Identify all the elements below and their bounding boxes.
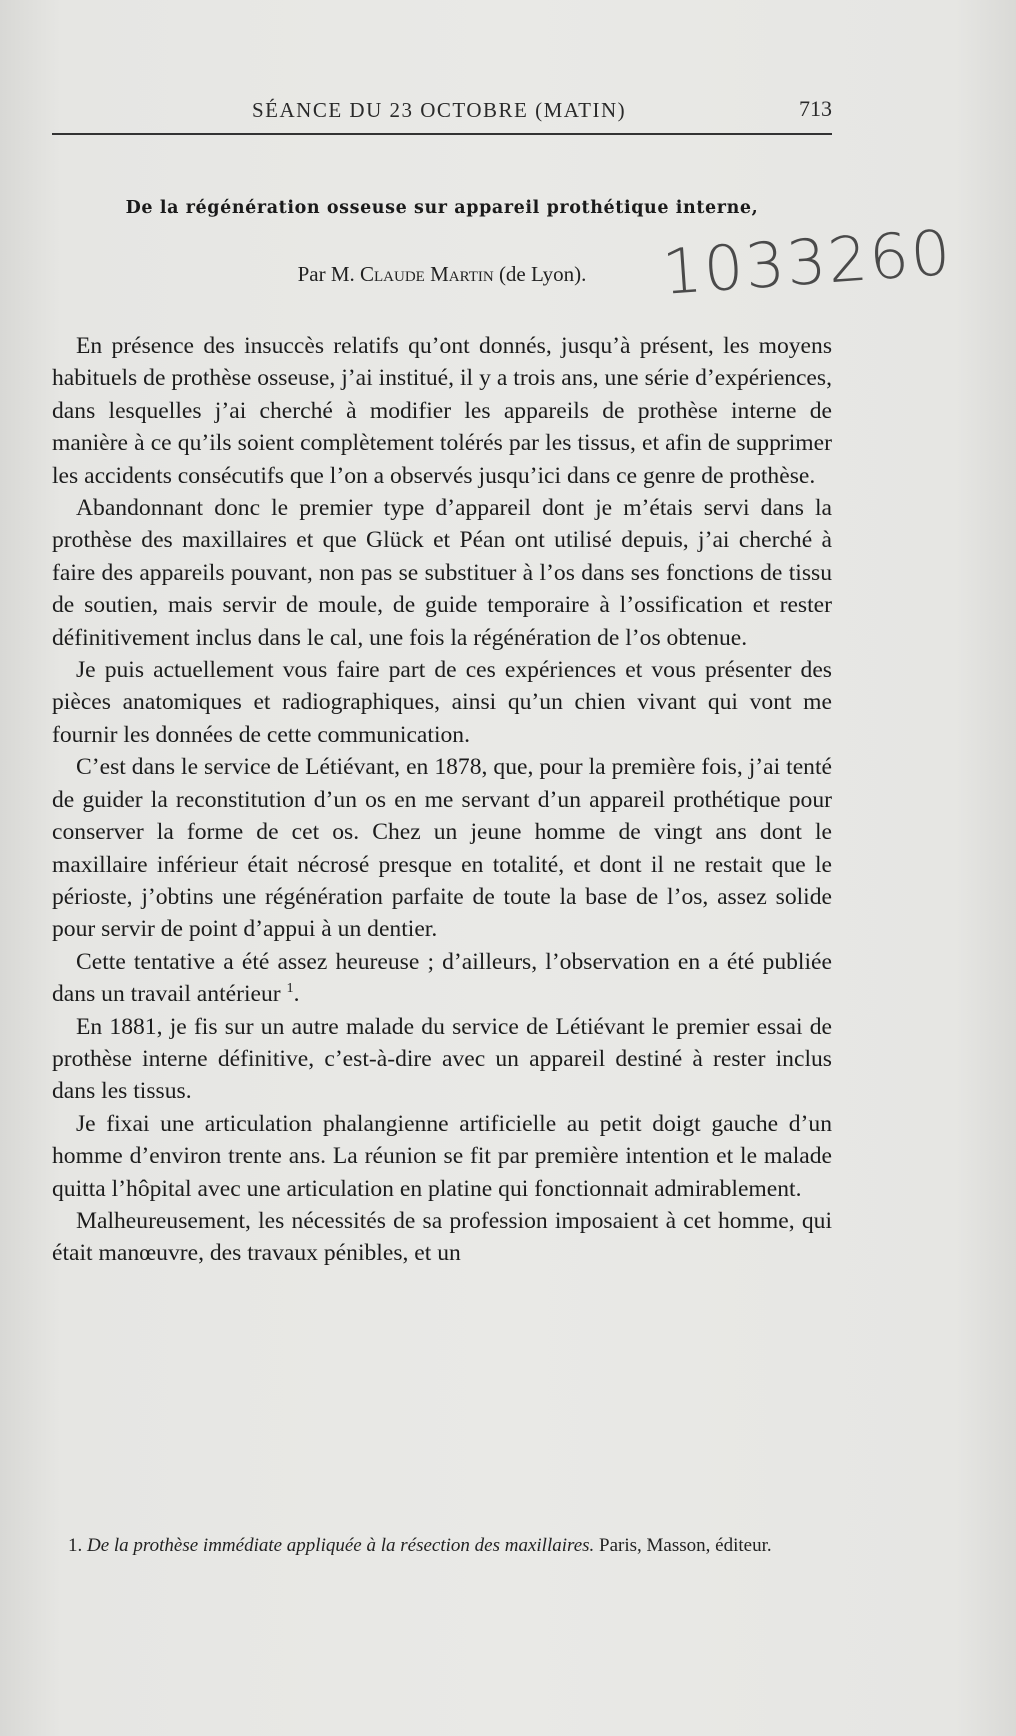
paragraph: Malheureusement, les nécessités de sa profession imposaient à cet homme, qui était manœuvre, des travaux pénibles, et un [52, 1207, 832, 1267]
article-title: De la régénération osseuse sur appareil prothétique interne, [125, 198, 759, 218]
footnote-title: De la prothèse immédiate appliquée à la résection des maxillaires. [87, 1535, 595, 1556]
body-text [52, 330, 832, 1270]
paragraph: En présence des insuccès relatifs qu’ont donnés, jusqu’à présent, les moyens habituels de prothèse osseuse, j’ai institué, il y a trois ans, une série d’expériences, dans lesquelles j’ai cherché à modifier les appareils de prothèse interne de manière à ce qu’ils soient complètement tolérés par les tissus, et afin de supprimer les accidents consécutifs que l’on a observés jusqu’ici dans ce genre de prothèse. [52, 333, 832, 489]
author-name: Claude Martin [360, 262, 494, 286]
footnote-marker: 1 [286, 980, 294, 997]
footnote [52, 1532, 832, 1559]
paragraph: En 1881, je fis sur un autre malade du service de Létiévant le premier essai de prothèse interne définitive, c’est-à-dire avec un appareil destiné à rester inclus dans les tissus. [52, 1013, 832, 1105]
byline-suffix: (de Lyon). [498, 262, 587, 286]
paragraph: Je puis actuellement vous faire part de ces expériences et vous présenter des pièces anatomiques et radiographiques, ainsi qu’un chien vivant qui vont me fournir les données de cette communication. [52, 657, 832, 748]
footnote-number: 1. [68, 1535, 83, 1556]
header-rule [52, 133, 832, 135]
paragraph: Abandonnant donc le premier type d’appareil dont je m’étais servi dans la prothèse des maxillaires et que Glück et Péan ont utilisé depuis, j’ai cherché à faire des appareils pouvant, non pas se substituer à l’os dans ses fonctions de tissu de soutien, mais servir de moule, de guide temporaire à l’ossification et rester définitivement inclus dans le cal, une fois la régénération de l’os obtenue. [52, 495, 832, 651]
page-number: 713 [799, 96, 832, 121]
handwritten-number: 1033260 [660, 215, 955, 309]
paragraph-text: Cette tentative a été assez heureuse ; d’ailleurs, l’observation en a été publiée dans un travail antérieur [52, 948, 832, 1008]
paragraph: C’est dans le service de Létiévant, en 1878, que, pour la première fois, j’ai tenté de guider la reconstitution d’un os en me servant d’un appareil prothétique pour conserver la forme de cet os. Chez un jeune homme de vingt ans dont le maxillaire inférieur était nécrosé presque en totalité, et dont il ne restait que le périoste, j’obtins une régénération parfaite de toute la base de l’os, assez solide pour servir de point d’appui à un dentier. [52, 754, 832, 943]
footnote-publisher: Paris, Masson, éditeur. [599, 1535, 772, 1556]
paragraph-with-footnote: Cette tentative a été assez heureuse ; d’ailleurs, l’observation en a été publiée dans un travail antérieur $^1$. [52, 948, 832, 1008]
byline-prefix: Par M. [297, 262, 355, 286]
page-header [52, 92, 832, 126]
paragraph: Je fixai une articulation phalangienne artificielle au petit doigt gauche d’un homme d’environ trente ans. La réunion se fit par première intention et le malade quitta l’hôpital avec une articulation en platine qui fonctionnait admirablement. [52, 1110, 832, 1202]
running-head: SÉANCE DU 23 OCTOBRE (MATIN) [252, 98, 627, 122]
